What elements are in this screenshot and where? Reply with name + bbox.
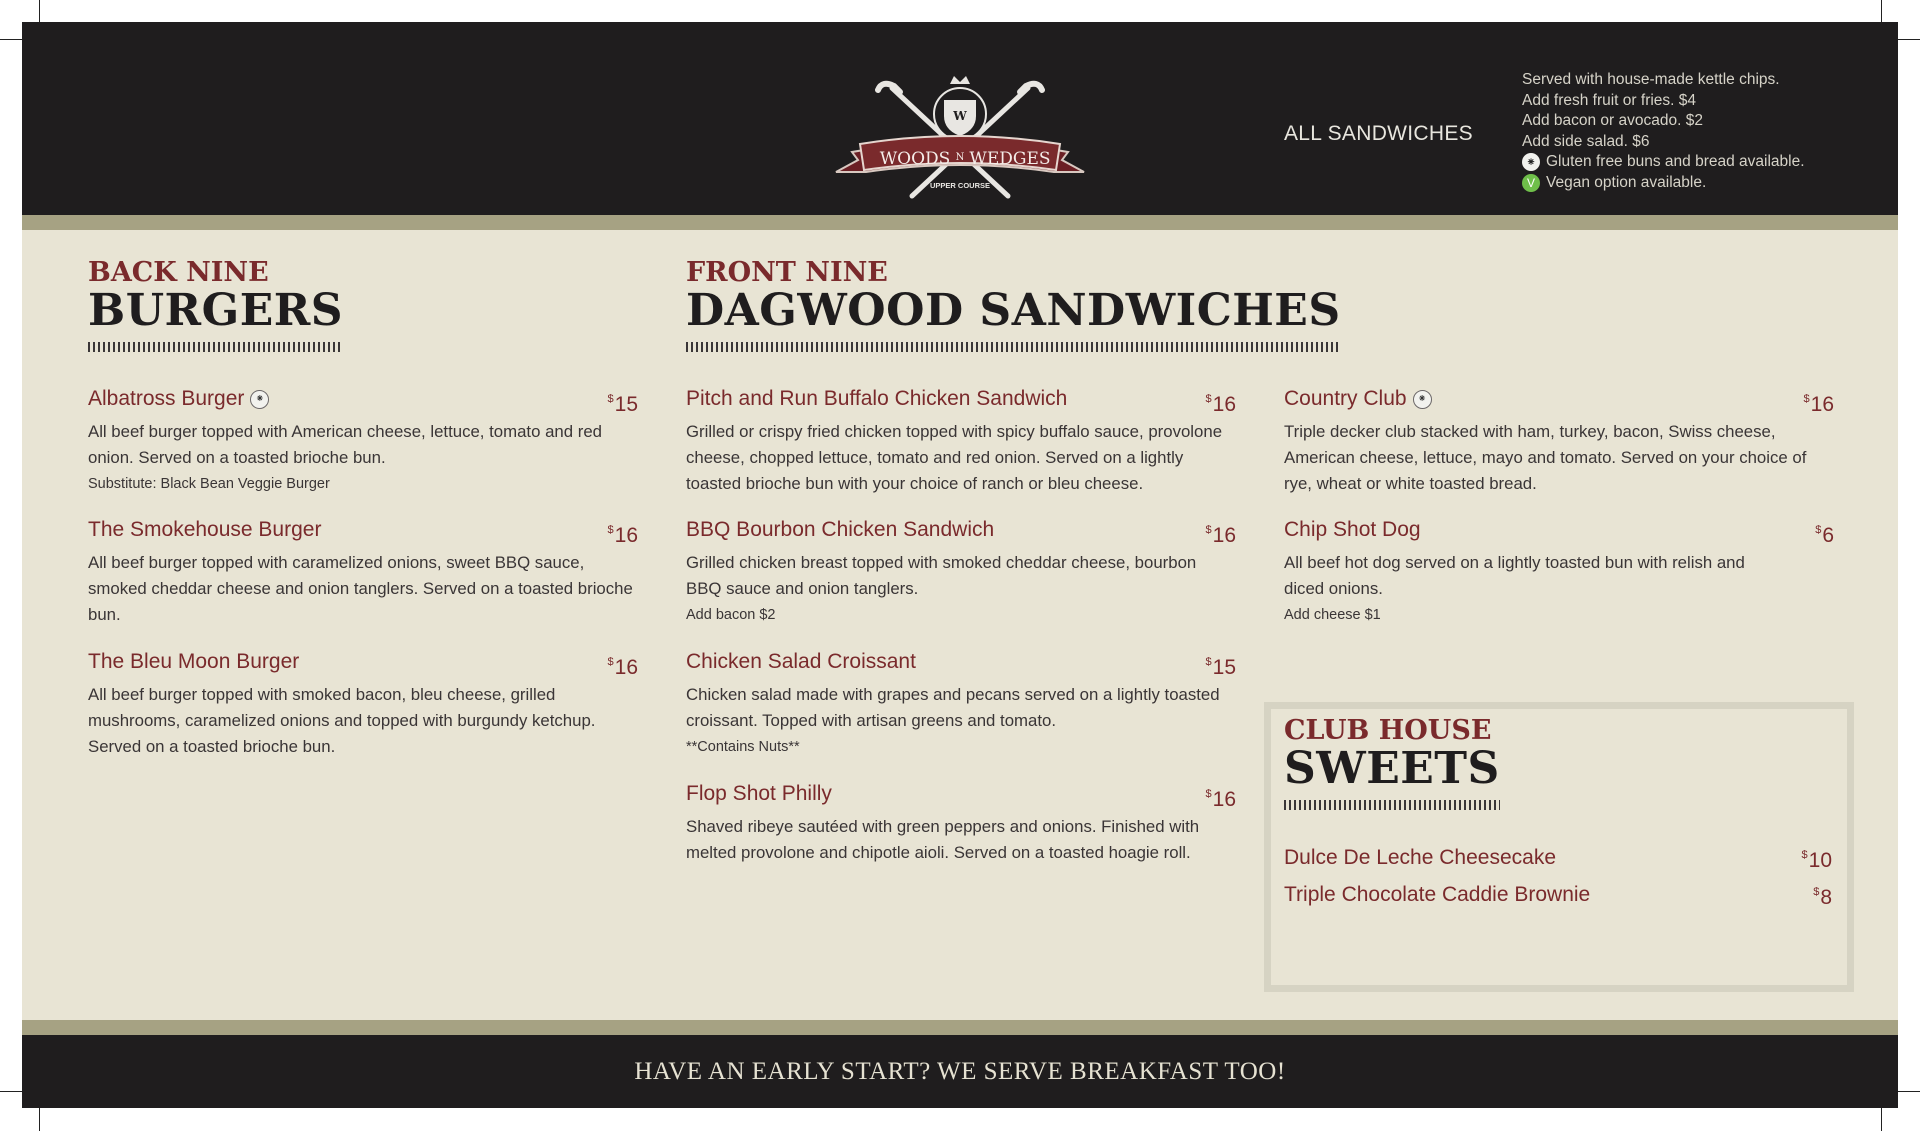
section-divider bbox=[1284, 800, 1500, 810]
item-price bbox=[1206, 781, 1236, 813]
menu-item-buffalo-chicken-sandwich bbox=[686, 386, 1236, 497]
sandwiches-section-heading bbox=[686, 258, 1341, 352]
logo-word-woods: WOODS bbox=[879, 149, 951, 169]
item-name: Albatross Burger bbox=[88, 387, 245, 410]
gluten-free-note bbox=[1522, 152, 1805, 173]
item-description: All beef hot dog served on a lightly toasted bun with relish and diced onions. bbox=[1284, 553, 1745, 598]
note-line: Add bacon or avocado. $2 bbox=[1522, 112, 1703, 129]
item-name: Chicken Salad Croissant bbox=[686, 650, 916, 673]
vegan-note bbox=[1522, 173, 1805, 194]
menu-item-triple-chocolate-caddie-brownie bbox=[1284, 879, 1832, 911]
crop-mark bbox=[1881, 1107, 1882, 1131]
footer-accent-band bbox=[22, 1020, 1898, 1035]
menu-footer bbox=[22, 1035, 1898, 1108]
section-subtitle: CLUB HOUSE bbox=[1284, 715, 1492, 746]
item-description: Triple decker club stacked with ham, turkey, bacon, Swiss cheese, American cheese, lettuce, mayo and tomato. Served on your choice of rye, wheat or white toasted bread. bbox=[1284, 422, 1807, 493]
gluten-free-note-text: Gluten free buns and bread available. bbox=[1546, 153, 1805, 170]
menu-item-chicken-salad-croissant bbox=[686, 649, 1236, 758]
currency-symbol: $ bbox=[1803, 393, 1810, 405]
item-note: **Contains Nuts** bbox=[686, 739, 800, 755]
section-divider bbox=[88, 342, 343, 352]
price-value: 6 bbox=[1822, 524, 1834, 547]
item-price bbox=[1206, 649, 1236, 681]
item-description: All beef burger topped with American cheese, lettuce, tomato and red onion. Served on a toasted brioche bun. bbox=[88, 422, 602, 467]
woods-n-wedges-logo bbox=[830, 60, 1090, 200]
item-name: Flop Shot Philly bbox=[686, 782, 832, 805]
item-name: Country Club bbox=[1284, 387, 1407, 410]
currency-symbol: $ bbox=[1813, 886, 1820, 898]
section-subtitle: BACK NINE bbox=[88, 257, 269, 288]
crop-mark bbox=[1896, 39, 1920, 40]
item-description: Grilled chicken breast topped with smoked cheddar cheese, bourbon BBQ sauce and onion tanglers. bbox=[686, 553, 1197, 598]
item-name: Triple Chocolate Caddie Brownie bbox=[1284, 883, 1591, 906]
vegan-note-text: Vegan option available. bbox=[1546, 173, 1707, 191]
item-description: Chicken salad made with grapes and pecans served on a lightly toasted croissant. Topped with artisan greens and tomato. bbox=[686, 685, 1220, 730]
currency-symbol: $ bbox=[1815, 524, 1822, 536]
item-name: Pitch and Run Buffalo Chicken Sandwich bbox=[686, 387, 1068, 410]
crop-mark bbox=[39, 1107, 40, 1131]
item-price bbox=[1206, 386, 1236, 418]
item-note: Add cheese $1 bbox=[1284, 607, 1381, 623]
price-value: 8 bbox=[1820, 886, 1832, 909]
price-value: 16 bbox=[614, 656, 638, 679]
item-price bbox=[1206, 517, 1236, 549]
menu-item-flop-shot-philly bbox=[686, 781, 1236, 866]
item-price bbox=[608, 649, 638, 681]
item-name: Dulce De Leche Cheesecake bbox=[1284, 846, 1556, 869]
menu-item-dulce-de-leche-cheesecake bbox=[1284, 842, 1832, 874]
menu-item-chip-shot-dog bbox=[1284, 517, 1834, 626]
gluten-free-icon: ⁕ bbox=[250, 390, 269, 409]
gluten-free-icon: ⁕ bbox=[1413, 390, 1432, 409]
menu-item-albatross-burger bbox=[88, 386, 638, 495]
currency-symbol: $ bbox=[607, 524, 614, 536]
gluten-free-icon: ⁕ bbox=[1522, 153, 1540, 171]
item-price bbox=[608, 517, 638, 549]
note-line: Served with house-made kettle chips. bbox=[1522, 71, 1780, 88]
menu-header bbox=[22, 22, 1898, 215]
item-note: Add bacon $2 bbox=[686, 607, 776, 623]
price-value: 16 bbox=[614, 524, 638, 547]
crop-mark bbox=[1896, 1091, 1920, 1092]
crest-letter: W bbox=[953, 109, 967, 123]
all-sandwiches-label: ALL SANDWICHES bbox=[1284, 122, 1473, 145]
menu-item-bleu-moon-burger bbox=[88, 649, 638, 760]
header-accent-band bbox=[22, 215, 1898, 230]
currency-symbol: $ bbox=[1801, 849, 1808, 861]
section-title: BURGERS bbox=[88, 285, 344, 336]
section-title: DAGWOOD SANDWICHES bbox=[686, 285, 1341, 336]
item-description: All beef burger topped with smoked bacon, bleu cheese, grilled mushrooms, caramelized onions and topped with burgundy ketchup. Served on a toasted brioche bun. bbox=[88, 685, 596, 756]
item-description: All beef burger topped with caramelized onions, sweet BBQ sauce, smoked cheddar cheese and onion tanglers. Served on a toasted brioche bun. bbox=[88, 553, 633, 624]
item-name: The Smokehouse Burger bbox=[88, 518, 322, 541]
logo-word-wedges: WEDGES bbox=[969, 149, 1051, 169]
currency-symbol: $ bbox=[1205, 524, 1212, 536]
item-note: Substitute: Black Bean Veggie Burger bbox=[88, 476, 330, 492]
section-divider bbox=[686, 342, 1341, 352]
sweets-section-heading bbox=[1284, 716, 1500, 810]
currency-symbol: $ bbox=[607, 393, 614, 405]
note-line: Add fresh fruit or fries. $4 bbox=[1522, 91, 1697, 109]
item-price bbox=[1802, 842, 1832, 874]
breakfast-banner: HAVE AN EARLY START? WE SERVE BREAKFAST TOO! bbox=[634, 1057, 1286, 1085]
currency-symbol: $ bbox=[1205, 656, 1212, 668]
burgers-section-heading bbox=[88, 258, 343, 352]
price-value: 16 bbox=[1212, 393, 1236, 416]
note-line: Add side salad. $6 bbox=[1522, 132, 1650, 150]
sandwich-notes bbox=[1522, 70, 1805, 193]
item-price bbox=[1815, 517, 1834, 549]
price-value: 16 bbox=[1212, 788, 1236, 811]
price-value: 10 bbox=[1808, 849, 1832, 872]
currency-symbol: $ bbox=[607, 656, 614, 668]
logo-word-n: N bbox=[955, 152, 965, 163]
crop-mark bbox=[0, 1091, 24, 1092]
crop-mark bbox=[0, 39, 24, 40]
menu-item-country-club bbox=[1284, 386, 1834, 497]
item-description: Shaved ribeye sautéed with green peppers and onions. Finished with melted provolone and chipotle aioli. Served on a toasted hoagie roll. bbox=[686, 817, 1200, 862]
currency-symbol: $ bbox=[1205, 788, 1212, 800]
vegan-icon: V bbox=[1522, 174, 1540, 192]
price-value: 16 bbox=[1212, 524, 1236, 547]
section-subtitle: FRONT NINE bbox=[686, 257, 888, 288]
item-name: Chip Shot Dog bbox=[1284, 518, 1421, 541]
price-value: 15 bbox=[1212, 656, 1236, 679]
item-price bbox=[1813, 879, 1832, 911]
item-price bbox=[1804, 386, 1834, 418]
menu-item-bbq-bourbon-chicken-sandwich bbox=[686, 517, 1236, 626]
logo-subtitle: UPPER COURSE bbox=[929, 181, 991, 190]
crop-mark bbox=[39, 0, 40, 24]
menu-sheet bbox=[22, 22, 1898, 1108]
item-description: Grilled or crispy fried chicken topped with spicy buffalo sauce, provolone cheese, chopped lettuce, tomato and red onion. Served on a lightly toasted brioche bun with your choice of ranch or bleu cheese. bbox=[686, 422, 1223, 493]
crop-mark bbox=[1881, 0, 1882, 24]
price-value: 15 bbox=[614, 393, 638, 416]
item-name: The Bleu Moon Burger bbox=[88, 650, 300, 673]
currency-symbol: $ bbox=[1205, 393, 1212, 405]
section-title: SWEETS bbox=[1284, 743, 1500, 794]
item-price bbox=[608, 386, 638, 418]
item-name: BBQ Bourbon Chicken Sandwich bbox=[686, 518, 995, 541]
menu-item-smokehouse-burger bbox=[88, 517, 638, 628]
price-value: 16 bbox=[1810, 393, 1834, 416]
